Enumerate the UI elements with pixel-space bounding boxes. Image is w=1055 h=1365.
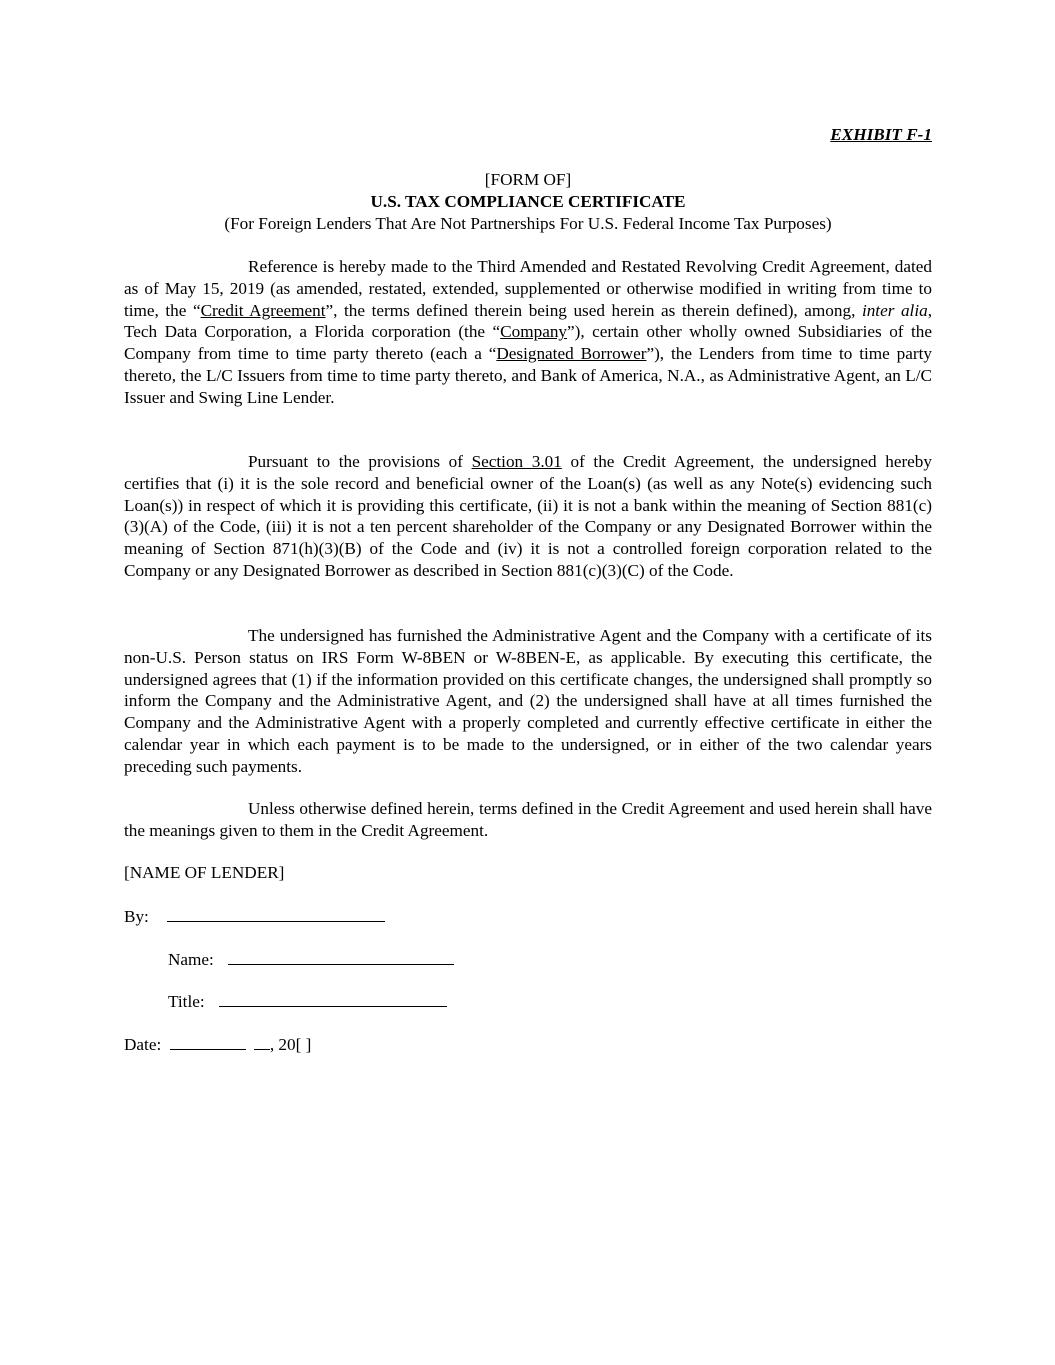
- date-month-blank[interactable]: [170, 1033, 246, 1050]
- text-segment: Pursuant to the provisions of: [248, 452, 472, 471]
- date-year: , 20[ ]: [269, 1035, 312, 1054]
- date-label: Date:: [124, 1035, 162, 1054]
- paragraph-reference: [124, 256, 932, 409]
- title-blank[interactable]: [219, 990, 447, 1007]
- signature-blank[interactable]: [167, 905, 385, 922]
- text-segment: of the Credit Agreement, the undersigned hereby certifies that (i) it is the sole record and beneficial owner of the Loan(s) (as well as any Note(s) evidencing such Loan(s)) in respect of which it is providing this certificate, (ii) it is not a bank within the meaning of Section 881(c)(3)(A) of the Code, (iii) it is not a ten percent shareholder of the Company or any Designated Borrower within the meaning of Section 871(h)(3)(B) of the Code and (iv) it is not a controlled foreign corporation related to the Company or any Designated Borrower as described in Section 881(c)(3)(C) of the Code.: [124, 452, 932, 580]
- title-line: [168, 990, 447, 1013]
- defined-term-credit-agreement: Credit Agreement: [200, 300, 326, 320]
- section-reference: Section 3.01: [471, 452, 562, 471]
- text-segment: Reference is hereby made to the Third Amended and Restated Revolving Credit Agreement, dated as of May 15, 2019 (as amended, restated, extended, supplemented or otherwise modified in writing from time to time, the “: [124, 257, 932, 320]
- certificate-heading: [124, 169, 932, 234]
- text-segment: ”, the terms defined therein being used herein as therein defined), among,: [325, 300, 862, 320]
- date-line: [124, 1033, 311, 1056]
- form-of-label: [FORM OF]: [484, 170, 572, 189]
- certificate-subtitle: (For Foreign Lenders That Are Not Partnerships For U.S. Federal Income Tax Purposes): [224, 213, 832, 233]
- name-label: Name:: [168, 950, 214, 969]
- date-day-blank[interactable]: [254, 1033, 270, 1050]
- paragraph-definitions: [124, 798, 932, 842]
- name-blank[interactable]: [228, 948, 454, 965]
- text-segment: ”), certain other wholly owned Subsidiaries of the Company from time to time party thereto (each a “: [124, 322, 932, 364]
- exhibit-label: EXHIBIT F-1: [830, 125, 932, 144]
- paragraph-undertaking: [124, 625, 932, 778]
- defined-term-company: Company: [500, 322, 568, 342]
- by-signature-line: [124, 905, 385, 928]
- text-segment: Unless otherwise defined herein, terms defined in the Credit Agreement and used herein shall have the meanings given to them in the Credit Agreement.: [124, 799, 932, 840]
- title-label: Title:: [168, 992, 205, 1011]
- paragraph-certification: [124, 451, 932, 582]
- by-label: By:: [124, 907, 149, 926]
- name-line: [168, 948, 454, 971]
- text-segment: , Tech Data Corporation, a Florida corporation (the “: [124, 300, 932, 342]
- defined-term-designated-borrower: Designated Borrower: [496, 344, 647, 364]
- text-segment: ”), the Lenders from time to time party thereto, the L/C Issuers from time to time party thereto, and Bank of America, N.A., as Administrative Agent, an L/C Issuer and Swing Line Lender.: [124, 344, 932, 407]
- inter-alia: inter alia: [861, 300, 928, 320]
- certificate-title: U.S. TAX COMPLIANCE CERTIFICATE: [370, 191, 686, 211]
- lender-name-placeholder: [NAME OF LENDER]: [124, 863, 285, 882]
- text-segment: The undersigned has furnished the Administrative Agent and the Company with a certificate of its non-U.S. Person status on IRS Form W-8BEN or W-8BEN-E, as applicable. By executing this certificate, the undersigned agrees that (1) if the information provided on this certificate changes, the undersigned shall promptly so inform the Company and the Administrative Agent, and (2) the undersigned shall have at all times furnished the Company and the Administrative Agent with a properly completed and currently effective certificate in either the calendar year in which each payment is to be made to the undersigned, or in either of the two calendar years preceding such payments.: [124, 626, 932, 776]
